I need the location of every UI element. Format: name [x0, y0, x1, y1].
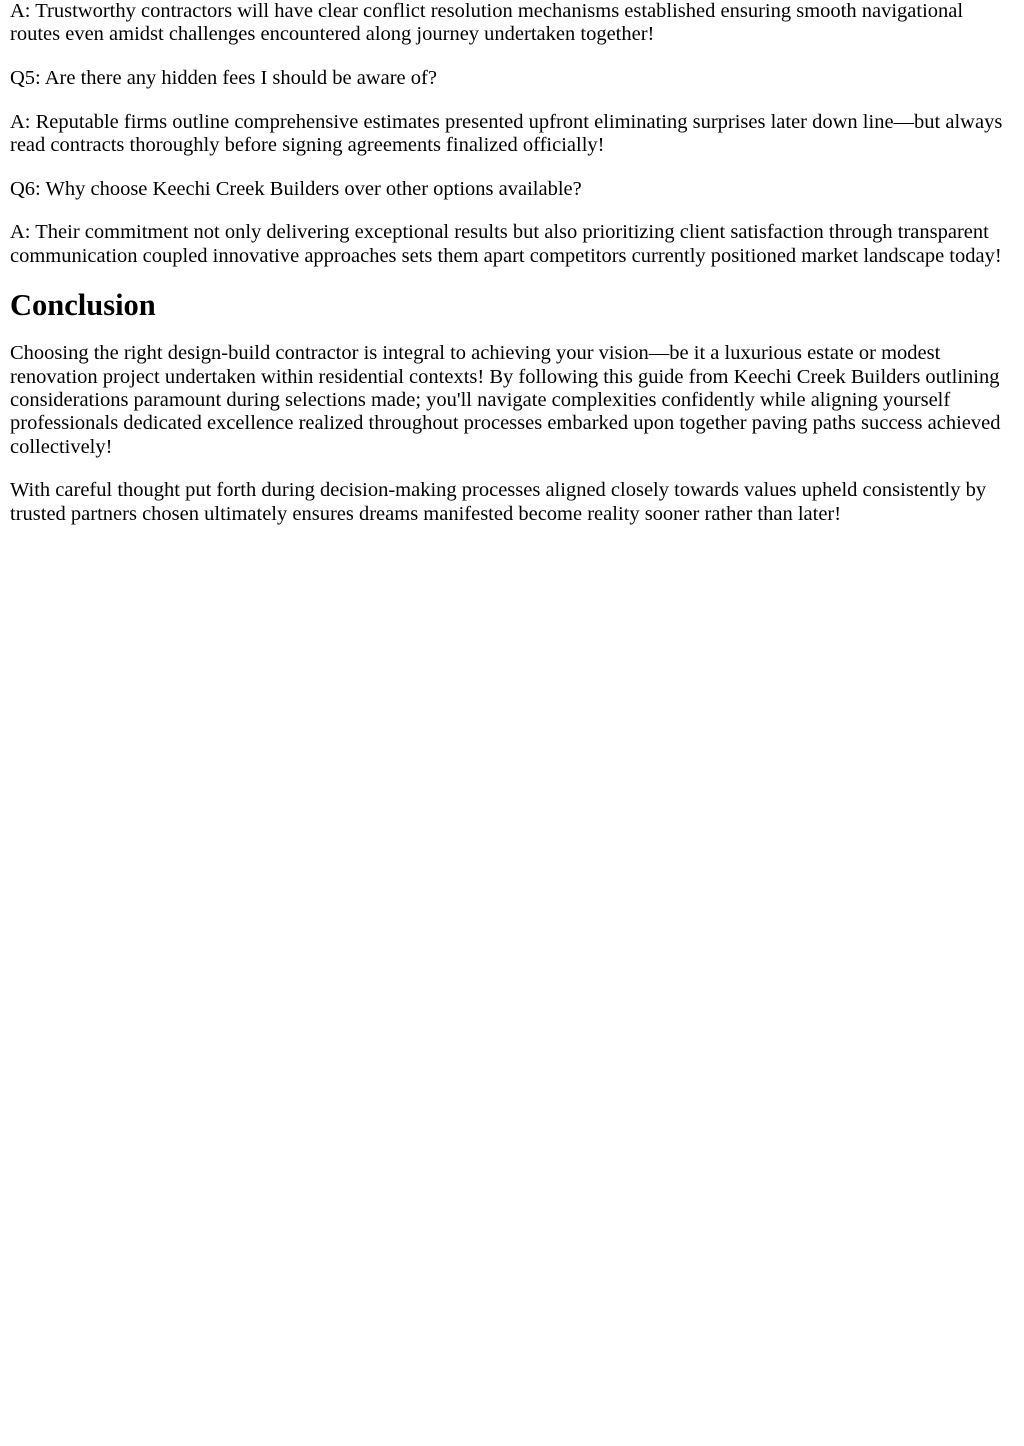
faq-answer-6: A: Their commitment not only delivering exceptional results but also prioritizing client satisfaction through transparent communication coupled innovative approaches sets them apart competitors currently positioned market landscape today!	[10, 221, 1002, 267]
faq-answer-5: A: Reputable firms outline comprehensive estimates presented upfront eliminating surprises later down line—but always read contracts thoroughly before signing agreements finalized officially!	[10, 110, 1003, 156]
faq-question-5: Q5: Are there any hidden fees I should be aware of?	[10, 66, 437, 89]
conclusion-heading: Conclusion	[10, 288, 156, 323]
faq-question-6: Q6: Why choose Keechi Creek Builders over other options available?	[10, 177, 582, 200]
faq-answer-4: A: Trustworthy contractors will have clear conflict resolution mechanisms established ensuring smooth navigational routes even amidst challenges encountered along journey undertaken together!	[10, 0, 964, 46]
conclusion-paragraph-2: With careful thought put forth during decision-making processes aligned closely towards values upheld consistently by trusted partners chosen ultimately ensures dreams manifested become reality sooner rather than later!	[10, 479, 987, 525]
conclusion-paragraph-1: Choosing the right design-build contractor is integral to achieving your vision—be it a luxurious estate or modest renovation project undertaken within residential contexts! By following this guide from Keechi Creek Builders outlining considerations paramount during selections made; you'll navigate complexities confidently while aligning yourself professionals dedicated excellence realized throughout processes embarked upon together paving paths success achieved collectively!	[10, 342, 1001, 458]
article-body	[0, 0, 1024, 526]
